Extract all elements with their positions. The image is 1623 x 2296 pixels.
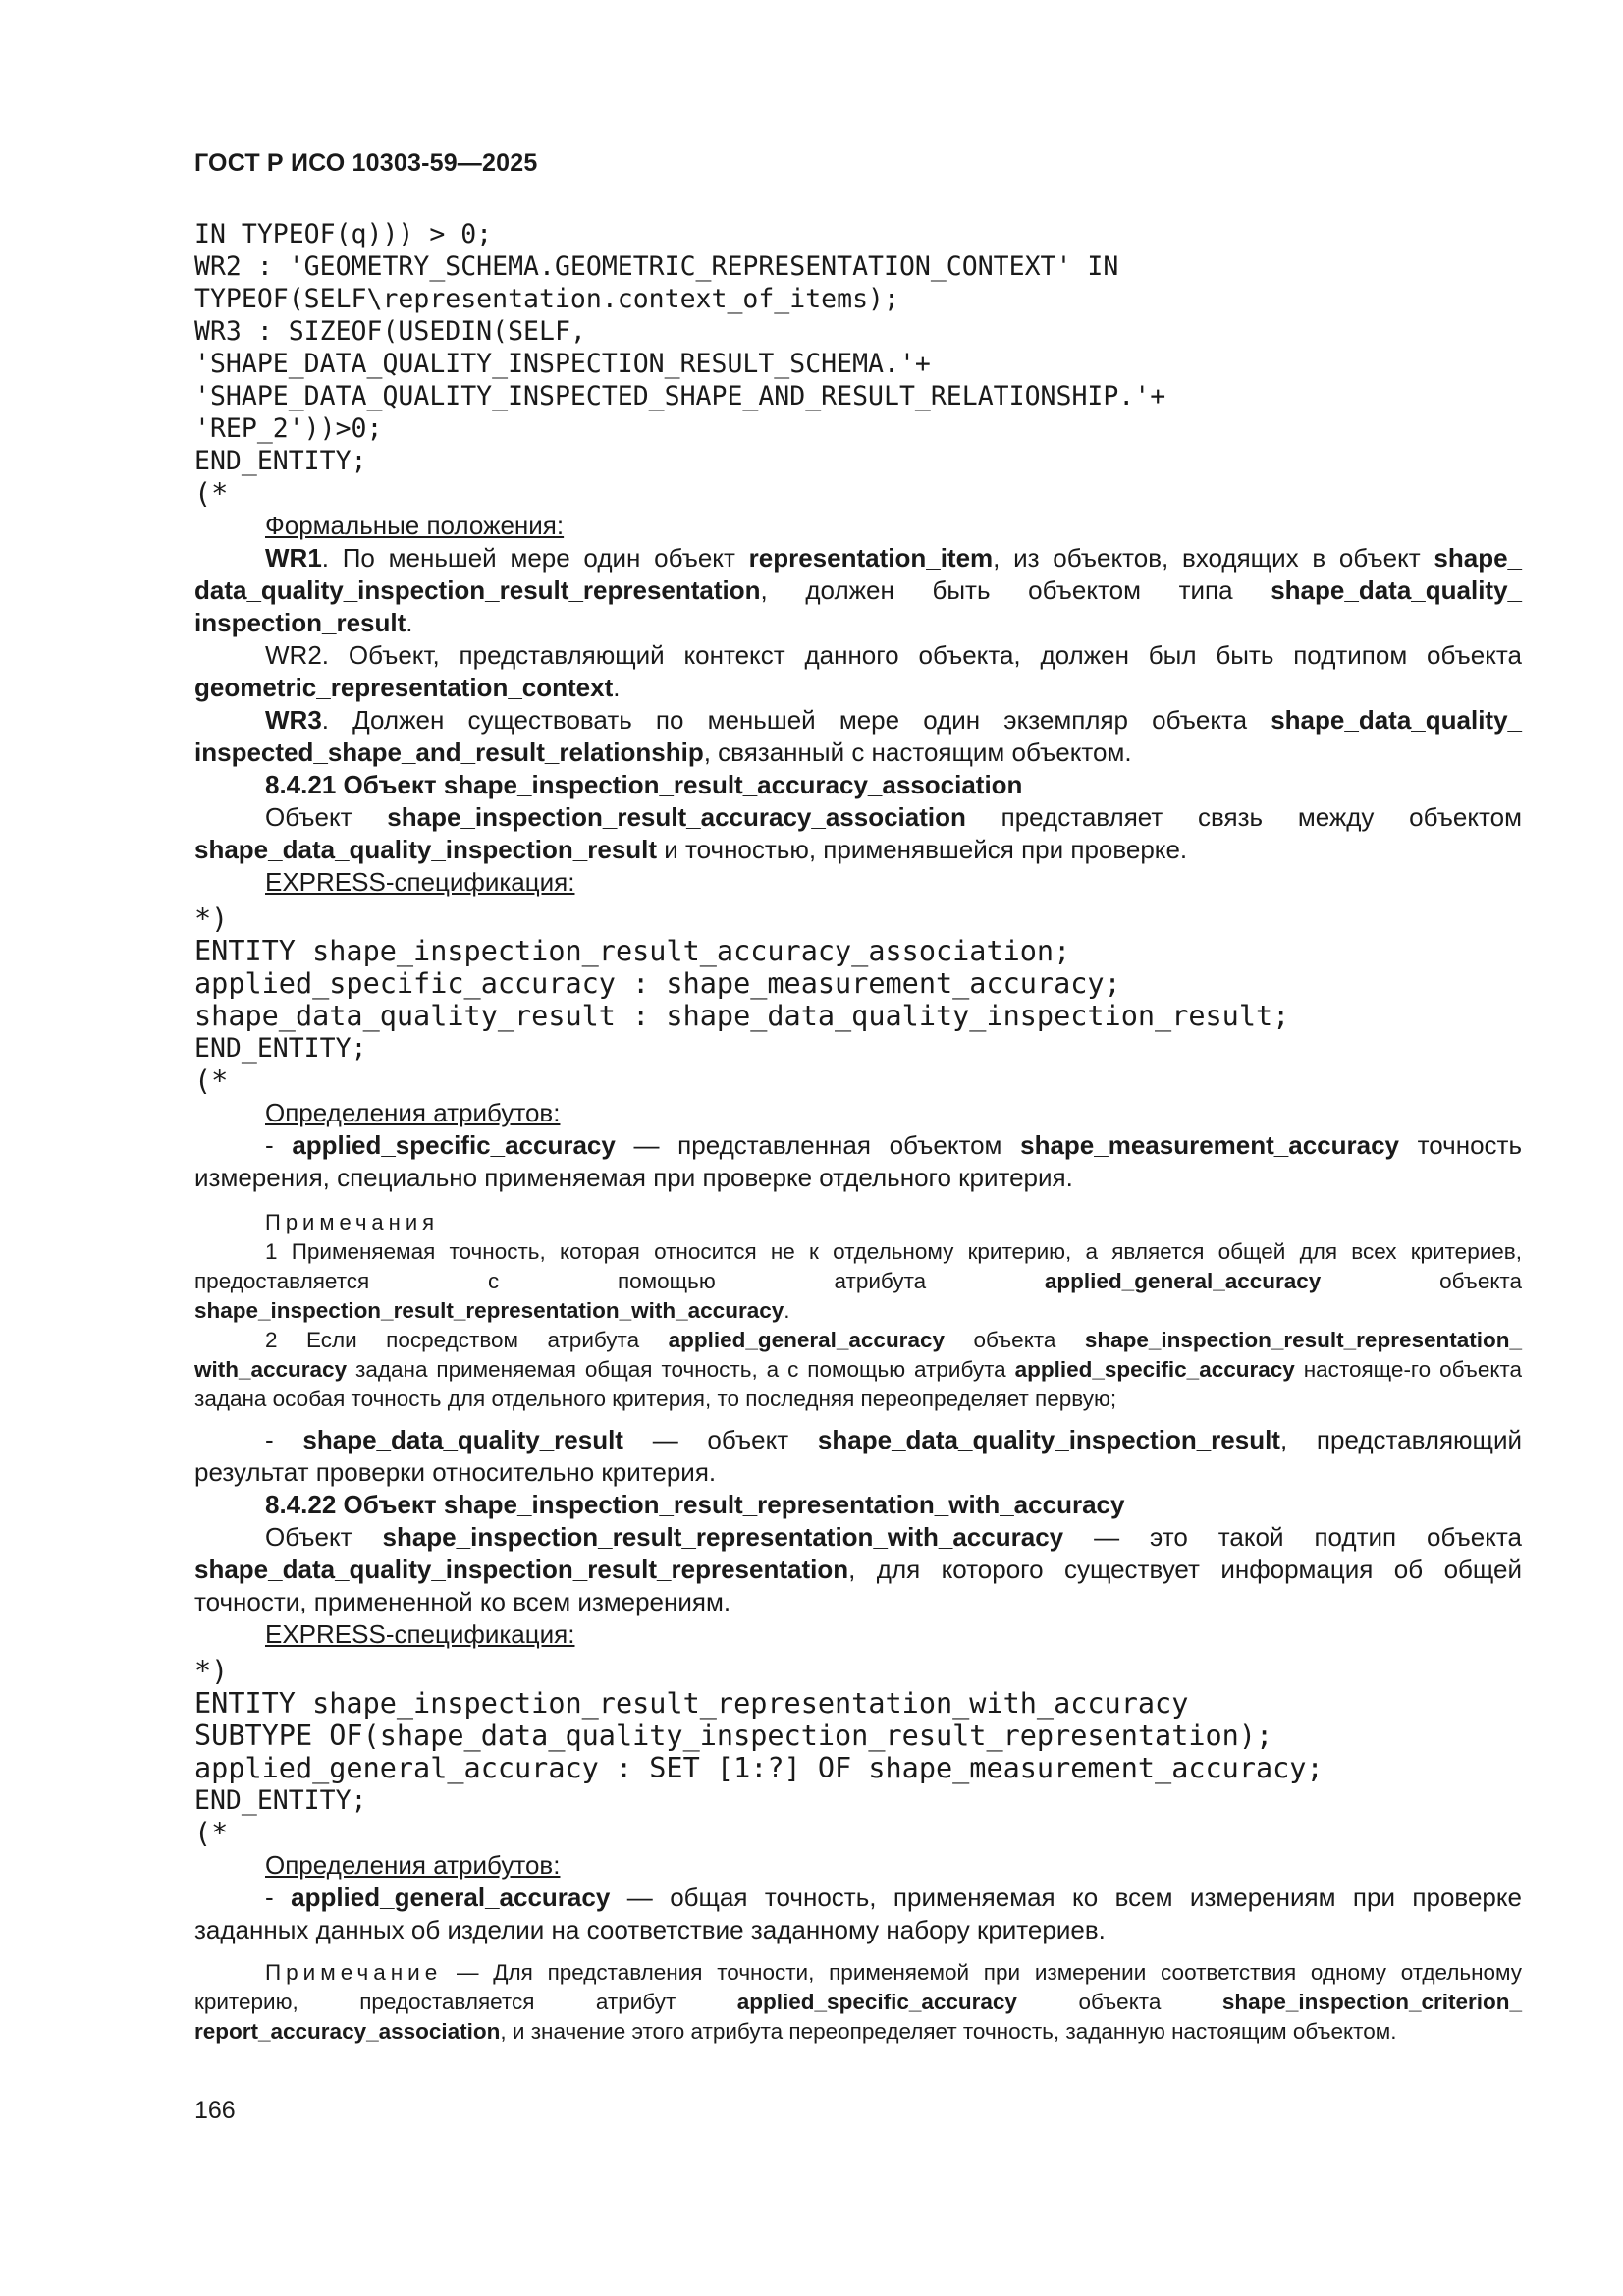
attribute-definitions-heading: Определения атрибутов: (265, 1098, 561, 1127)
note: Примечание — Для представления точности, применяемой при измерении соответствия одному отдельному критерию, предоставляется атрибут applied_specific_accuracy объекта shape_inspection_criterion_ report_accuracy_association, и значение этого атрибута переопределяет точность, заданную настоящим объектом. (194, 1960, 1522, 2044)
note-2: 2 Если посредством атрибута applied_general_accuracy объекта shape_inspection_result_representation_ with_accuracy задана применяемая общая точность, а с помощью атрибута applied_specific_accuracy настояще-го объекта задана особая точность для отдельного критерия, то последняя переопределяет первую; (194, 1328, 1522, 1411)
section-title-8-4-22: 8.4.22 Объект shape_inspection_result_representation_with_accuracy (265, 1490, 1125, 1519)
express-spec-heading: EXPRESS-спецификация: (265, 867, 575, 897)
wr1-paragraph: WR1. По меньшей мере один объект representation_item, из объектов, входящих в объект shape_ data_quality_inspection_result_representation, должен быть объектом типа shape_data_quality_ inspection_result. (194, 543, 1522, 637)
code-line: WR3 : SIZEOF(USEDIN(SELF, (194, 316, 586, 347)
code-line: (* (194, 477, 229, 510)
notes-title: Примечания (265, 1210, 440, 1234)
attribute-definition: - applied_specific_accuracy — представленная объектом shape_measurement_accuracy точность измерения, специально применяемая при проверке отдельного критерия. (194, 1130, 1522, 1192)
code-line: ENTITY shape_inspection_result_accuracy_association; (194, 935, 1071, 967)
attribute-definition: - applied_general_accuracy — общая точность, применяемая ко всем измерениям при проверке заданных данных об изделии на соответствие заданному набору критериев. (194, 1883, 1522, 1944)
code-line: applied_general_accuracy : SET [1:?] OF shape_measurement_accuracy; (194, 1752, 1324, 1784)
code-line: END_ENTITY; (194, 1033, 367, 1064)
code-line: WR2 : 'GEOMETRY_SCHEMA.GEOMETRIC_REPRESENTATION_CONTEXT' IN (194, 251, 1119, 282)
code-block-3 (194, 1655, 1522, 1849)
code-line: 'SHAPE_DATA_QUALITY_INSPECTED_SHAPE_AND_RESULT_RELATIONSHIP.'+ (194, 381, 1166, 411)
express-spec-heading: EXPRESS-спецификация: (265, 1619, 575, 1649)
code-line: TYPEOF(SELF\representation.context_of_items); (194, 284, 899, 314)
note-1: 1 Применяемая точность, которая относится не к отдельному критерию, а является общей для всех критериев, предоставляется с помощью атрибута applied_general_accuracy объекта shape_inspection_result_representation_with_accuracy. (194, 1239, 1522, 1323)
section-title-8-4-21: 8.4.21 Объект shape_inspection_result_accuracy_association (265, 770, 1023, 799)
code-line: applied_specific_accuracy : shape_measurement_accuracy; (194, 967, 1121, 1000)
code-line: (* (194, 1817, 229, 1849)
code-line: IN TYPEOF(q))) > 0; (194, 219, 493, 249)
code-line: 'SHAPE_DATA_QUALITY_INSPECTION_RESULT_SCHEMA.'+ (194, 349, 931, 379)
code-line: END_ENTITY; (194, 446, 367, 476)
note-label: Примечание (265, 1960, 443, 1985)
wr2-paragraph: WR2. Объект, представляющий контекст данного объекта, должен был быть подтипом объекта geometric_representation_context. (194, 640, 1522, 702)
formal-provisions-heading: Формальные положения: (265, 511, 565, 540)
code-line: (* (194, 1065, 229, 1097)
attribute-definition: - shape_data_quality_result — объект shape_data_quality_inspection_result, представляющий результат проверки относительно критерия. (194, 1425, 1522, 1487)
section-8-4-22-description: Объект shape_inspection_result_representation_with_accuracy — это такой подтип объекта shape_data_quality_inspection_result_representation, для которого существует информация об общей точности, примененной ко всем измерениям. (194, 1522, 1522, 1616)
wr3-paragraph: WR3. Должен существовать по меньшей мере один экземпляр объекта shape_data_quality_ inspected_shape_and_result_relationship, связанный с настоящим объектом. (194, 705, 1522, 767)
document-body (194, 218, 1522, 2047)
code-line: 'REP_2'))>0; (194, 413, 383, 444)
document-header: ГОСТ Р ИСО 10303-59—2025 (194, 149, 538, 177)
code-block-1 (194, 218, 1522, 510)
code-line: shape_data_quality_result : shape_data_quality_inspection_result; (194, 1000, 1290, 1032)
code-block-2 (194, 902, 1522, 1097)
page-number: 166 (194, 2097, 236, 2124)
attribute-definitions-heading: Определения атрибутов: (265, 1850, 561, 1880)
code-line: SUBTYPE OF(shape_data_quality_inspection_result_representation); (194, 1720, 1273, 1752)
code-line: END_ENTITY; (194, 1785, 367, 1816)
code-line: *) (194, 902, 229, 935)
code-line: *) (194, 1655, 229, 1687)
code-line: ENTITY shape_inspection_result_representation_with_accuracy (194, 1687, 1189, 1720)
section-8-4-21-description: Объект shape_inspection_result_accuracy_association представляет связь между объектом shape_data_quality_inspection_result и точностью, применявшейся при проверке. (194, 802, 1522, 864)
